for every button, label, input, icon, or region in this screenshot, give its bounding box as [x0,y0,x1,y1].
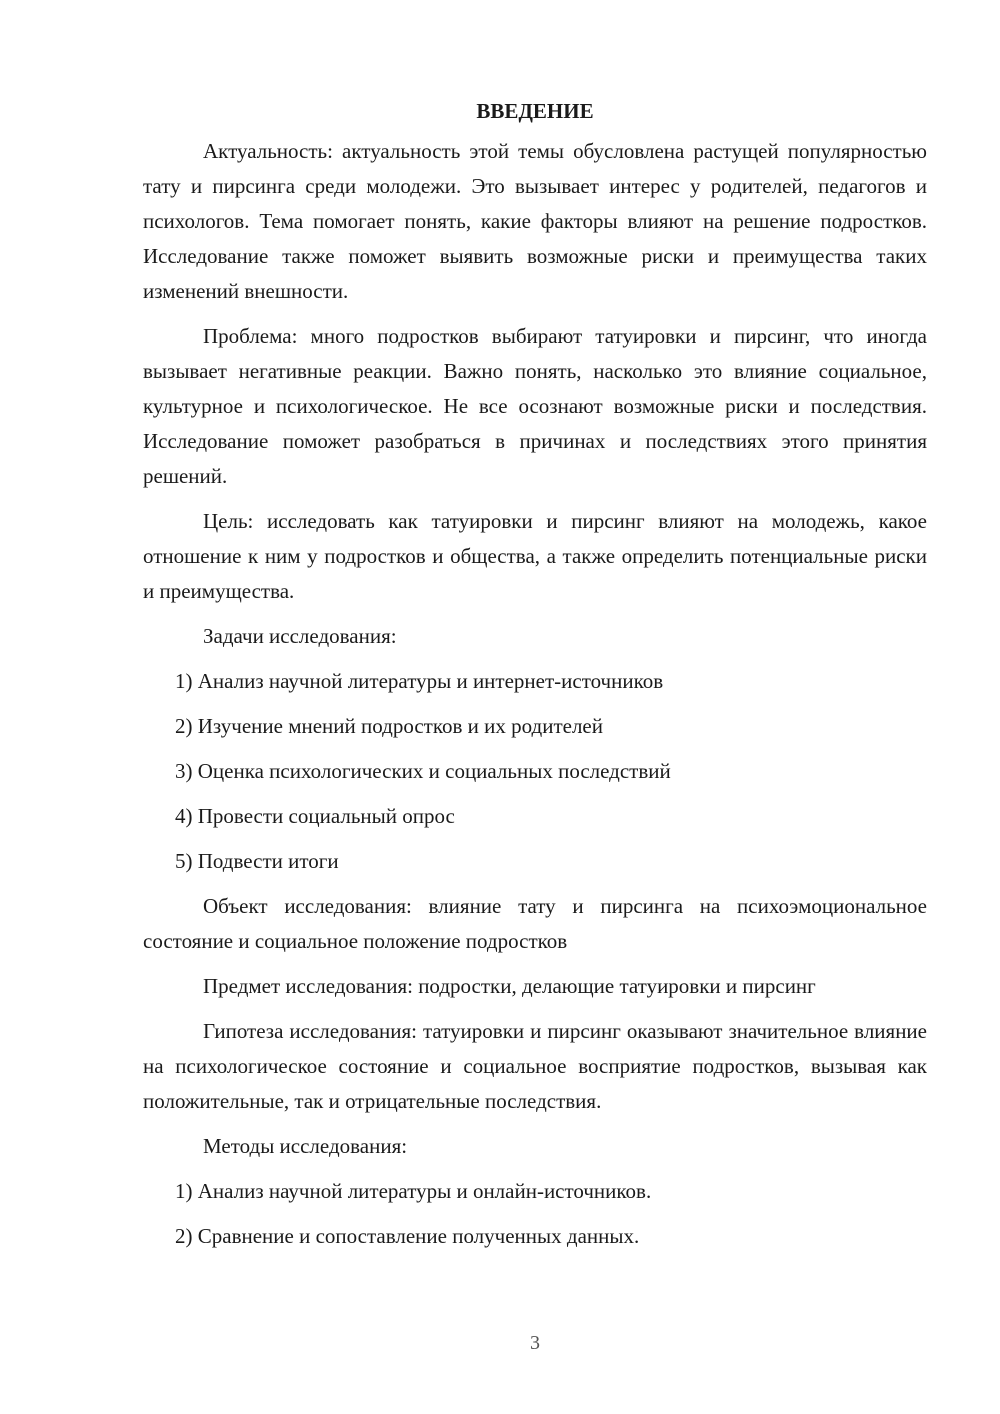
hypothesis-paragraph: Гипотеза исследования: татуировки и пирсинг оказывают значительное влияние на психологическое состояние и социальное восприятие подростков, вызывая как положительные, так и отрицательные последствия. [143,1019,927,1113]
object-paragraph: Объект исследования: влияние тату и пирсинга на психоэмоциональное состояние и социальное положение подростков [143,894,927,953]
section-title: ВВЕДЕНИЕ [476,99,594,123]
list-item: 2) Изучение мнений подростков и их родителей [175,714,603,738]
document-body [143,96,927,1264]
page-number: 3 [530,1332,540,1354]
list-item: 2) Сравнение и сопоставление полученных данных. [175,1224,640,1248]
list-item: 3) Оценка психологических и социальных последствий [175,759,671,783]
tasks-heading: Задачи исследования: [203,624,397,648]
problem-paragraph: Проблема: много подростков выбирают татуировки и пирсинг, что иногда вызывает негативные реакции. Важно понять, насколько это влияние социальное, культурное и психологическое. Не все осознают возможные риски и последствия. Исследование поможет разобраться в причинах и последствиях этого принятия решений. [143,324,927,488]
methods-list [143,1174,927,1254]
list-item: 4) Провести социальный опрос [175,804,455,828]
list-item: 5) Подвести итоги [175,849,339,873]
goal-paragraph: Цель: исследовать как татуировки и пирсинг влияют на молодежь, какое отношение к ним у подростков и общества, а также определить потенциальные риски и преимущества. [143,509,927,603]
list-item: 1) Анализ научной литературы и интернет-источников [175,669,664,693]
list-item: 1) Анализ научной литературы и онлайн-источников. [175,1179,652,1203]
relevance-paragraph: Актуальность: актуальность этой темы обусловлена растущей популярностью тату и пирсинга среди молодежи. Это вызывает интерес у родителей, педагогов и психологов. Тема помогает понять, какие факторы влияют на решение подростков. Исследование также поможет выявить возможные риски и преимущества таких изменений внешности. [143,139,927,303]
tasks-list [143,664,927,879]
subject-paragraph: Предмет исследования: подростки, делающие татуировки и пирсинг [203,974,816,998]
methods-heading: Методы исследования: [203,1134,408,1158]
